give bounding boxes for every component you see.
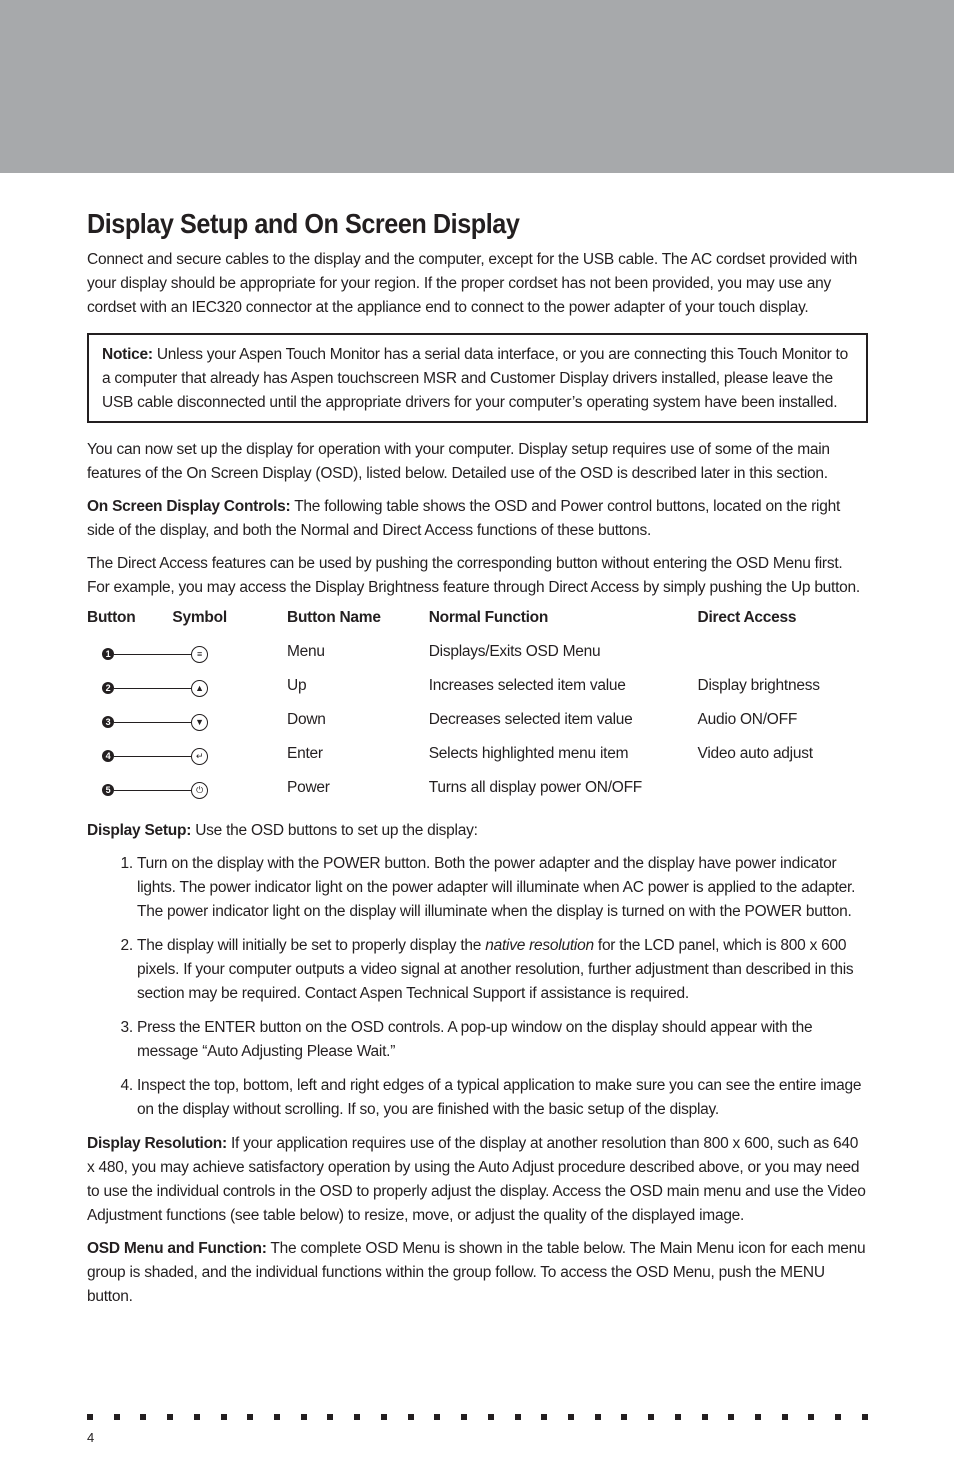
table-header-row [87, 609, 868, 643]
display-resolution-paragraph [87, 1132, 868, 1228]
normal-function: Decreases selected item value [428, 711, 633, 728]
leader-line [114, 654, 191, 655]
button-number: 3 [102, 716, 114, 728]
button-symbol-cell [87, 677, 287, 711]
button-name: Down [287, 711, 326, 728]
step2-text-a: The display will initially be set to properly display the [137, 937, 486, 954]
direct-access [698, 779, 868, 813]
footer-dot-rule [87, 1414, 868, 1422]
button-symbol-cell [87, 643, 287, 677]
button-number: 2 [102, 682, 114, 694]
list-item: 1. Turn on the display with the POWER button. Both the power adapter and the display have power indicator lights. The power indicator light on the power adapter will illuminate when AC power is applied to the adapter. The power indicator light on the display will illuminate when the display is turned on with the POWER button. [137, 852, 868, 924]
button-name: Up [287, 677, 307, 694]
display-setup-text: Use the OSD buttons to set up the display: [191, 822, 478, 839]
header-button: Button [87, 609, 136, 626]
up-icon: ▲ [191, 680, 208, 697]
direct-access-paragraph: The Direct Access features can be used by pushing the corresponding button without entering the OSD Menu first. For example, you may access the Display Brightness feature through Direct Access by simply pushing the Up button. [87, 555, 860, 596]
down-icon: ▼ [191, 714, 208, 731]
notice-text: Unless your Aspen Touch Monitor has a serial data interface, or you are connecting this Touch Monitor to a computer that already has Aspen touchscreen MSR and Customer Display drivers installed, please leave the USB cable disconnected until the appropriate drivers for your computer’s operating system have been installed. [102, 346, 848, 411]
normal-function: Displays/Exits OSD Menu [428, 643, 601, 660]
direct-access: Video auto adjust [697, 745, 813, 762]
table-row [87, 711, 868, 745]
osd-menu-paragraph [87, 1237, 868, 1309]
osd-controls-paragraph [87, 495, 868, 543]
menu-icon: ≡ [191, 646, 208, 663]
header-direct-access: Direct Access [697, 609, 797, 626]
setup-paragraph: You can now set up the display for operation with your computer. Display setup requires use of some of the main features of the On Screen Display (OSD), listed below. Detailed use of the OSD is described later in this section. [87, 441, 830, 482]
page-number: 4 [87, 1430, 95, 1445]
normal-function: Turns all display power ON/OFF [428, 779, 643, 796]
button-symbol-cell [87, 745, 287, 779]
header-button-symbol [87, 609, 287, 643]
direct-access: Audio ON/OFF [697, 711, 798, 728]
normal-function: Selects highlighted menu item [428, 745, 629, 762]
direct-access: Display brightness [697, 677, 820, 694]
osd-controls-text: The following table shows the OSD and Power control buttons, located on the right side of the display, and both the Normal and Direct Access functions of these buttons. [87, 498, 841, 539]
enter-icon: ↵ [191, 748, 208, 765]
display-setup-paragraph [87, 819, 868, 843]
header-band [0, 0, 954, 173]
page-title: Display Setup and On Screen Display [87, 208, 520, 239]
osd-menu-label: OSD Menu and Function: [87, 1240, 267, 1257]
button-symbol-cell [87, 779, 287, 813]
leader-line [114, 790, 191, 791]
button-name: Power [287, 779, 330, 796]
header-normal-function: Normal Function [428, 609, 549, 626]
notice-label: Notice: [102, 346, 153, 363]
normal-function: Increases selected item value [428, 677, 626, 694]
osd-buttons-table [87, 609, 868, 813]
list-item: 4. Inspect the top, bottom, left and right edges of a typical application to make sure you can see the entire image on the display without scrolling. If so, you are finished with the basic setup of the display. [137, 1074, 868, 1122]
osd-menu-text: The complete OSD Menu is shown in the table below. The Main Menu icon for each menu group is shaded, and the individual functions within the group follow. To access the OSD Menu, push the MENU button. [87, 1240, 866, 1305]
button-number: 1 [102, 648, 114, 660]
notice-paragraph [102, 343, 854, 415]
power-icon: ⏻ [191, 782, 208, 799]
leader-line [114, 756, 191, 757]
direct-access [698, 643, 868, 677]
list-item: 3. Press the ENTER button on the OSD controls. A pop-up window on the display should appear with the message “Auto Adjusting Please Wait.” [137, 1016, 868, 1064]
button-number: 5 [102, 784, 114, 796]
osd-controls-label: On Screen Display Controls: [87, 498, 291, 515]
step2-text-b: for the LCD panel, which is 800 x 600 pixels. If your computer outputs a video signal at another resolution, further adjustment than described in this section may be required. Contact Aspen Technical Support if assistance is required. [137, 937, 854, 1002]
table-row [87, 643, 868, 677]
leader-line [114, 722, 191, 723]
table-row [87, 779, 868, 813]
display-resolution-text: If your application requires use of the display at another resolution than 800 x 600, such as 640 x 480, you may achieve satisfactory operation by using the Auto Adjust procedure described above, or you may need to use the individual controls in the OSD to properly adjust the display. Access the OSD main menu and use the Video Adjustment functions (see table below) to resize, move, or adjust the quality of the displayed image. [87, 1135, 866, 1224]
table-row [87, 745, 868, 779]
button-name: Menu [287, 643, 325, 660]
button-name: Enter [287, 745, 323, 762]
intro-paragraph: Connect and secure cables to the display and the computer, except for the USB cable. The AC cordset provided with your display should be appropriate for your region. If the proper cordset has not been provided, you may use any cordset with an IEC320 connector at the appliance end to connect to the power adapter of your touch display. [87, 251, 858, 316]
display-setup-label: Display Setup: [87, 822, 192, 839]
header-symbol: Symbol [172, 609, 227, 626]
header-button-name: Button Name [287, 609, 381, 626]
button-number: 4 [102, 750, 114, 762]
leader-line [114, 688, 191, 689]
page-content [87, 208, 868, 1318]
table-row [87, 677, 868, 711]
native-resolution-term: native resolution [485, 937, 594, 954]
notice-box [87, 333, 868, 423]
display-resolution-label: Display Resolution: [87, 1135, 227, 1152]
list-item [137, 934, 868, 1006]
button-symbol-cell [87, 711, 287, 745]
setup-steps-list [87, 852, 868, 1122]
